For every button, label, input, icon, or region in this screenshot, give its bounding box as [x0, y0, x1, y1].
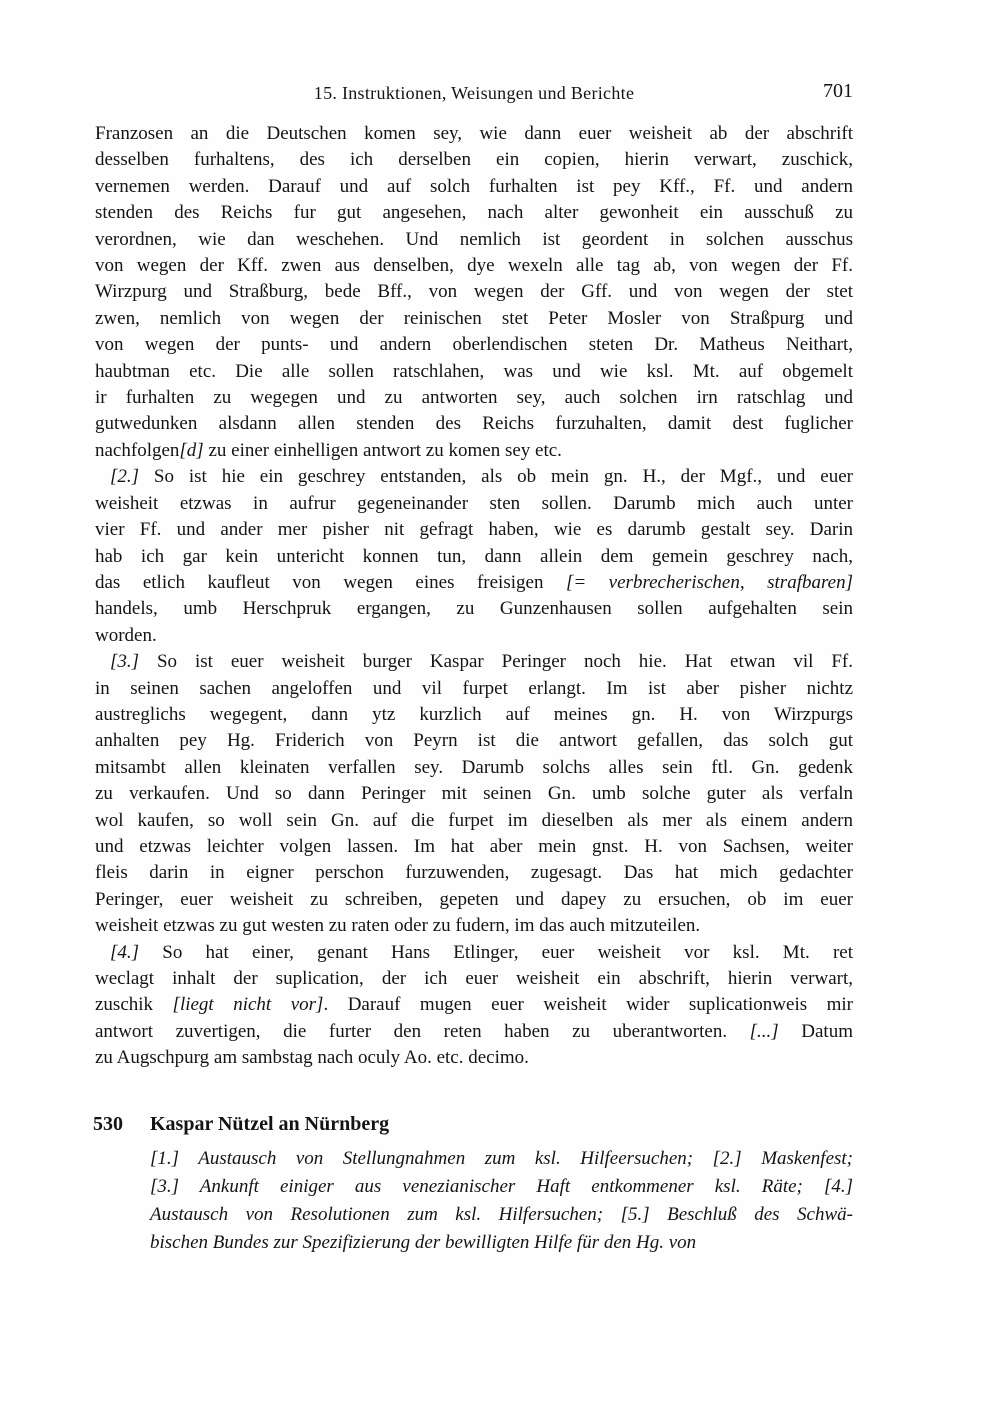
text-line: nachfolgen[d] zu einer einhelligen antwort zu komen sey etc. [95, 439, 562, 461]
paragraph [95, 940, 853, 1072]
text-line: vier Ff. und ander mer pisher nit gefragt haben, wie es darumb gestalt sey. Darin [95, 519, 853, 541]
text-line: worden. [95, 624, 157, 646]
entry-heading [93, 1111, 853, 1137]
entry-number: 530 [93, 1113, 123, 1135]
text-line: anhalten pey Hg. Friderich von Peyrn ist die antwort gefallen, das solch gut [95, 730, 853, 752]
text-line: antwort zuvertigen, die furter den reten haben zu uberantworten. [...] Datum [95, 1020, 853, 1042]
text-line: vernemen werden. Darauf und auf solch furhalten ist pey Kff., Ff. und andern [95, 175, 853, 197]
text-line: [2.] So ist hie ein geschrey entstanden, als ob mein gn. H., der Mgf., und euer [110, 466, 853, 488]
text-line: Wirzpurg und Straßburg, bede Bff., von wegen der Gff. und von wegen der stet [95, 281, 853, 303]
text-line: Peringer, euer weisheit zu schreiben, gepeten und dapey zu ersuchen, ob im euer [95, 888, 853, 910]
text-line: bischen Bundes zur Spezifizierung der bewilligten Hilfe für den Hg. von [150, 1232, 697, 1253]
text-line: in seinen sachen angeloffen und vil furpet erlangt. Im ist aber pisher nichtz [95, 677, 853, 699]
text-line: zwen, nemlich von wegen der reinischen stet Peter Mosler von Straßpurg und [95, 307, 853, 329]
text-line: von wegen der Kff. zwen aus denselben, dye wexeln alle tag ab, von wegen der Ff. [95, 255, 853, 277]
text-line: zu verkaufen. Und so dann Peringer mit seinen Gn. umb solche guter als verfaln [95, 783, 853, 805]
text-line: hab ich gar kein untericht konnen tun, dann allein dem gemein geschrey nach, [95, 545, 853, 567]
entry-summary [150, 1145, 853, 1257]
entry-530 [93, 1111, 853, 1257]
entry-title: Kaspar Nützel an Nürnberg [150, 1113, 390, 1135]
text-line: das etlich kaufleut von wegen eines freisigen [= verbrecherischen, strafbaren] [95, 571, 853, 593]
text-line: zuschik [liegt nicht vor]. Darauf mugen euer weisheit wider suplicationweis mir [95, 994, 853, 1016]
text-line: von wegen der punts- und andern oberlendischen steten Dr. Matheus Neithart, [95, 334, 853, 356]
text-line: wol kaufen, so woll sein Gn. auf die furpet im dieselben als mer als einem andern [95, 809, 853, 831]
text-line: zu Augschpurg am sambstag nach oculy Ao. etc. decimo. [95, 1047, 529, 1069]
text-line: austreglichs wegegent, dann ytz kurzlich auf meines gn. H. von Wirzpurgs [95, 703, 853, 725]
text-line: mitsambt allen kleinaten verfallen sey. Darumb solchs alles sein ftl. Gn. gedenk [95, 756, 853, 778]
page-header [95, 80, 853, 106]
paragraph [95, 649, 853, 939]
text-line: stenden des Reichs fur gut angesehen, nach alter gewonheit ein ausschuß zu [95, 202, 853, 224]
text-line: Franzosen an die Deutschen komen sey, wie dann euer weisheit ab der abschrift [95, 123, 853, 144]
text-line: und etzwas leichter volgen lassen. Im hat aber mein gnst. H. von Sachsen, weiter [95, 835, 853, 857]
body-text [95, 121, 853, 1072]
text-line: weclagt inhalt der suplication, der ich euer weisheit ein abschrift, hierin verwart, [95, 968, 853, 989]
page-number: 701 [823, 80, 853, 102]
text-line: weisheit etzwas zu gut westen zu raten oder zu fudern, im das auch mitzuteilen. [95, 915, 701, 937]
paragraph [95, 464, 853, 649]
text-line: handels, umb Herschpruk ergangen, zu Gunzenhausen sollen aufgehalten sein [95, 598, 853, 620]
text-line: [1.] Austausch von Stellungnahmen zum ksl. Hilfeersuchen; [2.] Maskenfest; [150, 1148, 853, 1169]
running-header-title: 15. Instruktionen, Weisungen und Berichte [313, 83, 635, 103]
paragraph [95, 121, 853, 464]
text-line: [3.] Ankunft einiger aus venezianischer Haft entkommener ksl. Räte; [4.] [150, 1176, 853, 1197]
text-line: weisheit etzwas in aufrur gegeneinander sten sollen. Darumb mich auch unter [95, 492, 853, 514]
text-line: [3.] So ist euer weisheit burger Kaspar Peringer noch hie. Hat etwan vil Ff. [110, 651, 853, 673]
text-line: gutwedunken alsdann allen stenden des Reichs furzuhalten, damit dest fuglicher [95, 413, 853, 435]
text-line: haubtman etc. Die alle sollen ratschlahen, was und wie ksl. Mt. auf obgemelt [95, 360, 853, 382]
text-line: [4.] So hat einer, genant Hans Etlinger, euer weisheit vor ksl. Mt. ret [110, 941, 853, 963]
text-line: desselben furhaltens, des ich derselben ein copien, hierin verwart, zuschick, [95, 149, 853, 171]
text-line: verordnen, wie dan weschehen. Und nemlich ist geordent in solchen ausschus [95, 228, 853, 250]
text-line: fleis darin in eigner perschon furzuwenden, zugesagt. Das hat mich gedachter [95, 862, 853, 884]
text-line: Austausch von Resolutionen zum ksl. Hilfersuchen; [5.] Beschluß des Schwä- [150, 1204, 853, 1225]
text-line: ir furhalten zu wegegen und zu antworten sey, auch solchen irn ratschlag und [95, 387, 853, 409]
